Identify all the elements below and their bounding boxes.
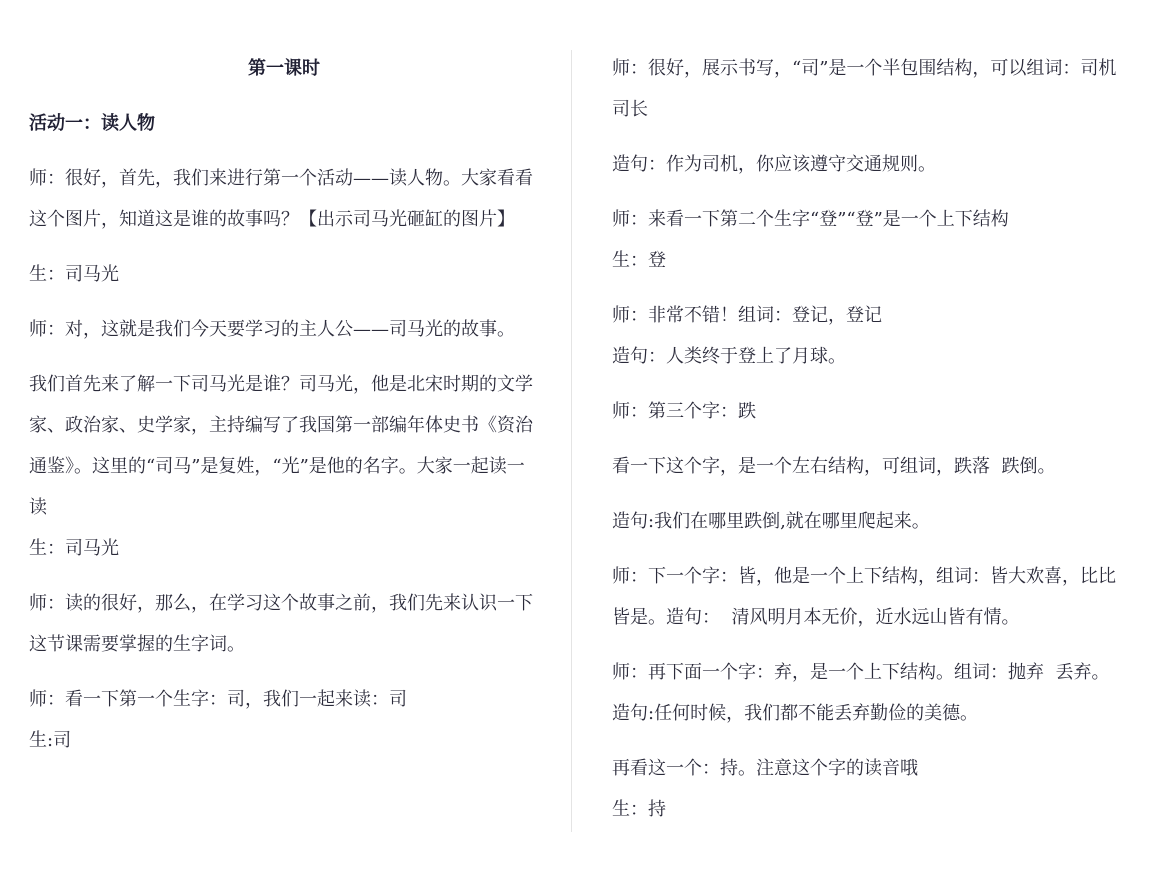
paragraph: 生：持 [612,799,666,820]
paragraph: 师：再下面一个字：弃，是一个上下结构。组词：抛弃 丢弃。 [612,662,1110,683]
paragraph: 师：非常不错！组词：登记，登记 [612,305,882,326]
paragraph: 再看这一个：持。注意这个字的读音哦 [612,758,918,779]
paragraph: 生：司马光 [29,538,119,559]
paragraph: 师：很好，首先，我们来进行第一个活动——读人物。大家看看这个图片，知道这是谁的故事吗？【出示司马光砸缸的图片】 [29,168,533,230]
paragraph: 师：第三个字：跌 [612,401,756,422]
lesson-title: 第一课时 [248,58,320,79]
paragraph: 造句:任何时候，我们都不能丢弃勤俭的美德。 [612,703,979,724]
paragraph: 造句：人类终于登上了月球。 [612,346,846,367]
paragraph: 造句：作为司机，你应该遵守交通规则。 [612,154,936,175]
paragraph: 师：看一下第一个生字：司，我们一起来读：司 [29,689,407,710]
paragraph: 看一下这个字，是一个左右结构，可组词，跌落 跌倒。 [612,456,1056,477]
column-divider [571,50,572,832]
paragraph: 师：对，这就是我们今天要学习的主人公——司马光的故事。 [29,319,515,340]
paragraph: 生：司马光 [29,264,119,285]
paragraph: 师：下一个字：皆，他是一个上下结构，组词：皆大欢喜，比比皆是。造句： 清风明月本无价，近水远山皆有情。 [612,566,1116,628]
paragraph: 师：读的很好，那么，在学习这个故事之前，我们先来认识一下这节课需要掌握的生字词。 [29,593,533,655]
paragraph: 生:司 [29,730,72,751]
paragraph: 造句:我们在哪里跌倒,就在哪里爬起来。 [612,511,930,532]
right-column [612,48,1128,844]
paragraph: 生：登 [612,250,666,271]
paragraph: 师：很好，展示书写，“司”是一个半包围结构，可以组词：司机 司长 [612,58,1128,120]
activity-heading: 活动一：读人物 [29,113,155,134]
left-column [29,48,539,775]
paragraph: 师：来看一下第二个生字“登”“登”是一个上下结构 [612,209,1009,230]
paragraph: 我们首先来了解一下司马光是谁？司马光，他是北宋时期的文学家、政治家、史学家，主持编写了我国第一部编年体史书《资治通鉴》。这里的“司马”是复姓，“光”是他的名字。大家一起读一读 [29,374,533,518]
